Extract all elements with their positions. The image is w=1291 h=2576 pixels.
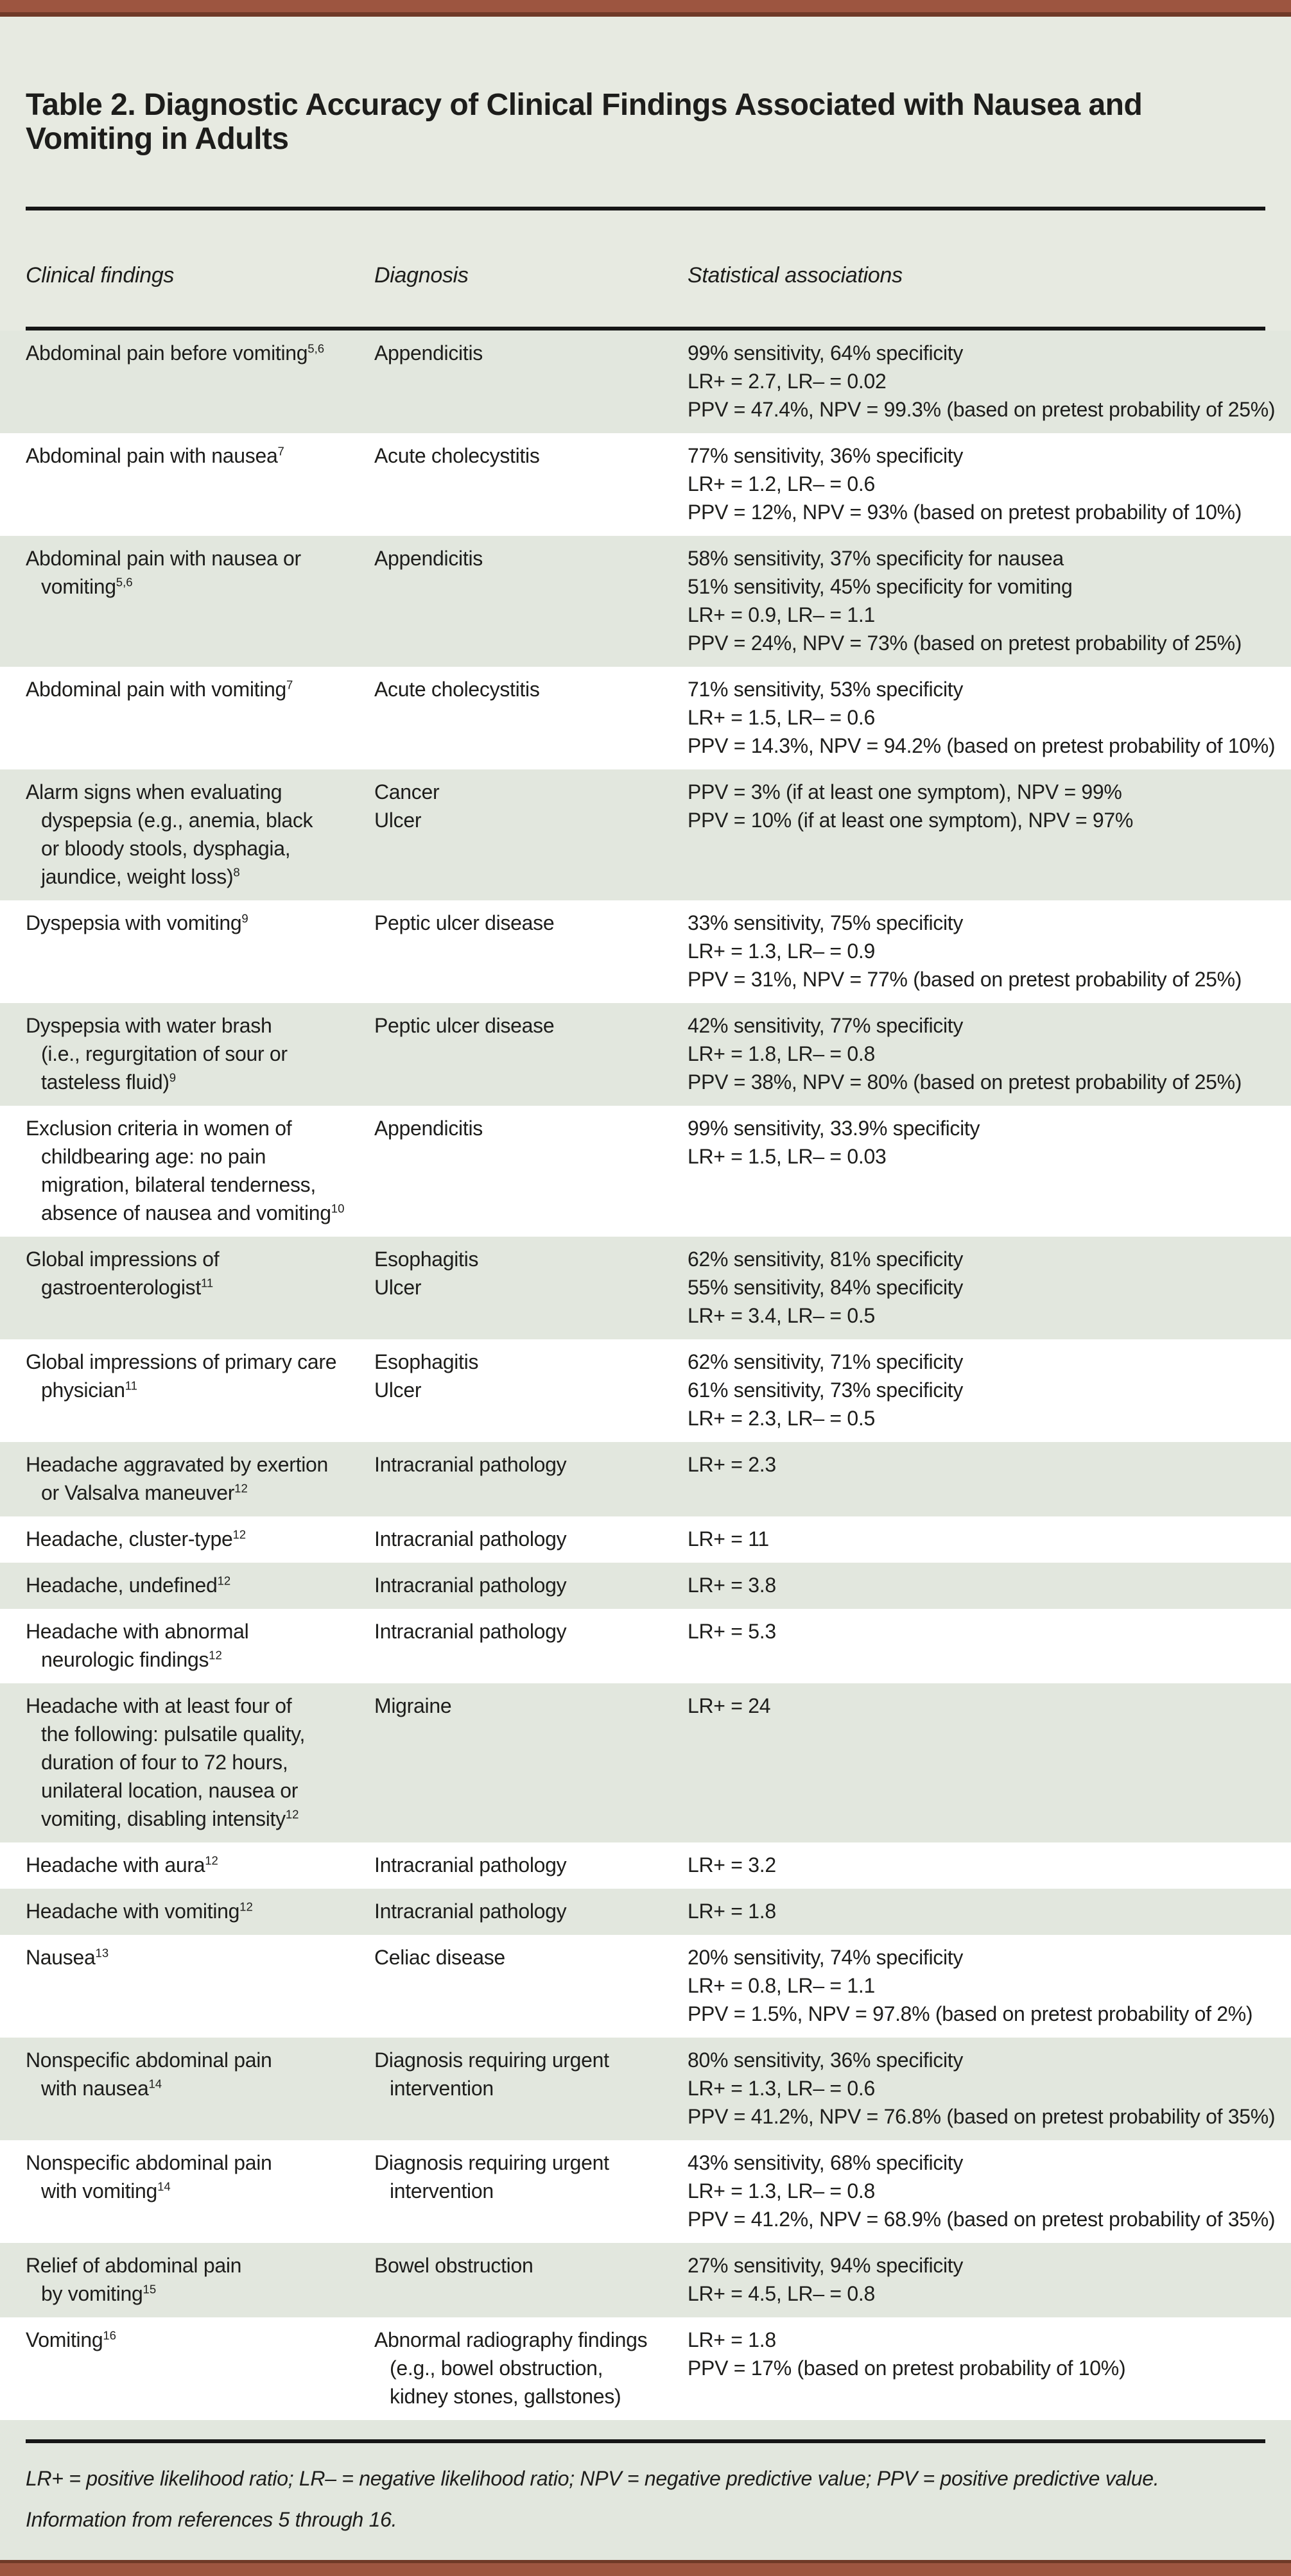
column-header-row [26, 210, 1265, 327]
statistic-line: LR+ = 1.5, LR– = 0.03 [688, 1144, 887, 1168]
clinical-finding-line: Nausea$^{13}$ [26, 1945, 109, 1969]
table-row [0, 1106, 1291, 1237]
reference-superscript: 5,6 [116, 574, 133, 588]
statistic-line: PPV = 41.2%, NPV = 68.9% (based on pretest probability of 35%) [688, 2207, 1276, 2231]
clinical-finding-line: Abdominal pain with nausea or [26, 546, 301, 570]
diagnosis-cell [374, 2326, 688, 2410]
clinical-finding-line: Global impressions of [26, 1247, 220, 1271]
statistic-line: 51% sensitivity, 45% specificity for vomiting [688, 574, 1073, 598]
clinical-finding-cell [26, 1114, 374, 1227]
statistic-line: 43% sensitivity, 68% specificity [688, 2151, 964, 2174]
diagnosis-line: intervention [390, 2076, 494, 2100]
diagnosis-line: Celiac disease [374, 1945, 505, 1969]
clinical-finding-line: Abdominal pain before vomiting$^{5,6}$ [26, 341, 325, 365]
diagnosis-line: Diagnosis requiring urgent [374, 2048, 609, 2072]
clinical-finding-cell [26, 1571, 374, 1599]
reference-superscript: 16 [103, 2328, 116, 2342]
table-row [0, 900, 1291, 1003]
diagnosis-line: Esophagitis [374, 1350, 479, 1373]
statistic-line: PPV = 31%, NPV = 77% (based on pretest probability of 25%) [688, 967, 1242, 991]
statistical-associations-cell [688, 2326, 1265, 2410]
table-row [0, 1842, 1291, 1889]
statistical-associations-cell [688, 544, 1265, 657]
clinical-finding-cell [26, 1011, 374, 1096]
statistic-line: LR+ = 3.4, LR– = 0.5 [688, 1303, 875, 1327]
reference-superscript: 12 [285, 1807, 299, 1821]
diagnosis-line: Ulcer [374, 1275, 422, 1299]
clinical-finding-cell [26, 2251, 374, 2308]
statistic-line: LR+ = 1.8 [688, 2328, 776, 2351]
statistical-associations-cell [688, 778, 1265, 891]
statistical-associations-cell [688, 675, 1276, 760]
clinical-finding-cell [26, 1525, 374, 1553]
diagnosis-cell [374, 1525, 688, 1553]
clinical-finding-cell [26, 1943, 374, 2028]
reference-superscript: 13 [95, 1945, 109, 1959]
statistic-line: LR+ = 2.3, LR– = 0.5 [688, 1406, 875, 1430]
clinical-finding-line: migration, bilateral tenderness, [41, 1172, 316, 1196]
diagnosis-cell [374, 2149, 688, 2233]
clinical-finding-cell [26, 1851, 374, 1879]
statistic-line: PPV = 38%, NPV = 80% (based on pretest probability of 25%) [688, 1070, 1242, 1094]
diagnosis-cell [374, 1851, 688, 1879]
statistic-line: LR+ = 1.3, LR– = 0.6 [688, 2076, 875, 2100]
reference-superscript: 9 [169, 1070, 177, 1084]
clinical-finding-line: vomiting$^{5,6}$ [41, 574, 133, 598]
statistic-line: LR+ = 3.2 [688, 1853, 776, 1876]
diagnosis-line: Abnormal radiography findings [374, 2328, 648, 2351]
reference-superscript: 8 [233, 864, 240, 879]
statistic-line: 61% sensitivity, 73% specificity [688, 1378, 964, 1402]
diagnosis-line: Appendicitis [374, 546, 483, 570]
diagnosis-line: Esophagitis [374, 1247, 479, 1271]
diagnosis-line: Appendicitis [374, 341, 483, 365]
clinical-finding-line: Headache with abnormal [26, 1619, 249, 1643]
table-row [0, 1516, 1291, 1563]
clinical-finding-cell [26, 1450, 374, 1507]
diagnosis-line: (e.g., bowel obstruction, [390, 2356, 603, 2380]
statistical-associations-cell [688, 909, 1265, 993]
column-header-diagnosis: Diagnosis [374, 262, 469, 288]
statistical-associations-cell [688, 1450, 1265, 1507]
reference-superscript: 5,6 [308, 341, 325, 355]
statistic-line: PPV = 3% (if at least one symptom), NPV = 99% [688, 780, 1122, 803]
clinical-finding-cell [26, 1897, 374, 1925]
clinical-finding-line: Nonspecific abdominal pain [26, 2151, 272, 2174]
diagnosis-cell [374, 1011, 688, 1096]
table-row [0, 1237, 1291, 1339]
clinical-finding-cell [26, 339, 374, 424]
clinical-finding-cell [26, 1692, 374, 1833]
statistic-line: LR+ = 5.3 [688, 1619, 776, 1643]
diagnosis-cell [374, 675, 688, 760]
clinical-finding-cell [26, 1617, 374, 1674]
table-row [0, 433, 1291, 536]
clinical-finding-line: the following: pulsatile quality, [41, 1722, 306, 1746]
clinical-finding-line: by vomiting$^{15}$ [41, 2281, 157, 2305]
diagnosis-line: intervention [390, 2179, 494, 2202]
clinical-finding-line: Headache, cluster-type$^{12}$ [26, 1527, 247, 1550]
clinical-finding-line: unilateral location, nausea or [41, 1778, 299, 1802]
clinical-finding-line: duration of four to 72 hours, [41, 1750, 288, 1774]
table-row [0, 769, 1291, 900]
statistic-line: 62% sensitivity, 81% specificity [688, 1247, 964, 1271]
clinical-finding-line: Exclusion criteria in women of [26, 1116, 292, 1140]
reference-superscript: 11 [125, 1378, 137, 1392]
diagnosis-line: Ulcer [374, 1378, 422, 1402]
clinical-finding-cell [26, 442, 374, 526]
clinical-finding-cell [26, 544, 374, 657]
diagnosis-line: Acute cholecystitis [374, 443, 540, 467]
statistic-line: 80% sensitivity, 36% specificity [688, 2048, 964, 2072]
statistic-line: LR+ = 24 [688, 1694, 771, 1717]
clinical-finding-line: Abdominal pain with nausea$^7$ [26, 443, 284, 467]
clinical-finding-line: or bloody stools, dysphagia, [41, 836, 291, 860]
source-footnote: Information from references 5 through 16. [26, 2507, 397, 2531]
reference-superscript: 12 [234, 1481, 248, 1495]
statistical-associations-cell [688, 1525, 1265, 1553]
table-row [0, 1339, 1291, 1442]
clinical-finding-cell [26, 2149, 374, 2233]
table-row [0, 2243, 1291, 2317]
statistic-line: LR+ = 0.8, LR– = 1.1 [688, 1973, 875, 1997]
table-row [0, 1563, 1291, 1609]
diagnosis-cell [374, 544, 688, 657]
clinical-finding-line: with nausea$^{14}$ [41, 2076, 162, 2100]
clinical-finding-line: childbearing age: no pain [41, 1144, 266, 1168]
diagnosis-line: Intracranial pathology [374, 1452, 567, 1476]
diagnosis-line: Peptic ulcer disease [374, 911, 555, 934]
abbreviation-footnote: LR+ = positive likelihood ratio; LR– = negative likelihood ratio; NPV = negative predictive value; PPV = positive predictive value. [26, 2466, 1159, 2490]
statistic-line: LR+ = 0.9, LR– = 1.1 [688, 603, 875, 626]
clinical-finding-line: Vomiting$^{16}$ [26, 2328, 116, 2351]
table-title: Table 2. Diagnostic Accuracy of Clinical Findings Associated with Nausea and Vomiting in Adults [26, 88, 1143, 156]
statistical-associations-cell [688, 339, 1276, 424]
statistic-line: LR+ = 1.2, LR– = 0.6 [688, 472, 875, 495]
reference-superscript: 14 [148, 2076, 162, 2090]
diagnosis-line: Appendicitis [374, 1116, 483, 1140]
clinical-finding-cell [26, 675, 374, 760]
reference-superscript: 14 [157, 2179, 171, 2193]
diagnosis-line: kidney stones, gallstones) [390, 2384, 621, 2408]
clinical-finding-line: Headache with at least four of [26, 1694, 292, 1717]
table-row [0, 331, 1291, 433]
table-footer [0, 2420, 1291, 2560]
clinical-finding-line: Relief of abdominal pain [26, 2253, 242, 2277]
diagnosis-cell [374, 1450, 688, 1507]
table-row [0, 1609, 1291, 1683]
table-row [0, 1889, 1291, 1935]
clinical-finding-line: physician$^{11}$ [41, 1378, 137, 1402]
statistic-line: 77% sensitivity, 36% specificity [688, 443, 964, 467]
statistical-associations-cell [688, 1617, 1265, 1674]
reference-superscript: 12 [205, 1853, 218, 1867]
reference-superscript: 9 [241, 911, 248, 925]
statistic-line: 71% sensitivity, 53% specificity [688, 677, 964, 701]
table-row [0, 1003, 1291, 1106]
bottom-accent-bar [0, 2560, 1291, 2576]
clinical-finding-line: neurologic findings$^{12}$ [41, 1647, 222, 1671]
statistic-line: 33% sensitivity, 75% specificity [688, 911, 964, 934]
reference-superscript: 12 [232, 1527, 247, 1541]
table-row [0, 1935, 1291, 2038]
statistic-line: LR+ = 4.5, LR– = 0.8 [688, 2281, 875, 2305]
reference-superscript: 12 [239, 1899, 253, 1913]
clinical-finding-line: Dyspepsia with vomiting$^9$ [26, 911, 248, 934]
diagnosis-cell [374, 442, 688, 526]
clinical-finding-line: with vomiting$^{14}$ [41, 2179, 171, 2202]
column-header-clinical-findings: Clinical findings [26, 262, 175, 288]
clinical-finding-line: Dyspepsia with water brash [26, 1013, 272, 1037]
clinical-finding-line: jaundice, weight loss)$^8$ [41, 864, 240, 888]
table-row [0, 2140, 1291, 2243]
diagnosis-cell [374, 339, 688, 424]
clinical-finding-line: Alarm signs when evaluating [26, 780, 282, 803]
clinical-finding-cell [26, 2046, 374, 2131]
diagnosis-cell [374, 2046, 688, 2131]
statistic-line: PPV = 24%, NPV = 73% (based on pretest probability of 25%) [688, 631, 1242, 655]
statistical-associations-cell [688, 1897, 1265, 1925]
table-header-area [0, 17, 1291, 331]
statistical-associations-cell [688, 2149, 1276, 2233]
table-row [0, 1683, 1291, 1842]
statistic-line: 99% sensitivity, 64% specificity [688, 341, 964, 365]
reference-superscript: 12 [217, 1573, 231, 1587]
statistic-line: LR+ = 1.8 [688, 1899, 776, 1923]
statistic-line: 20% sensitivity, 74% specificity [688, 1945, 964, 1969]
statistic-line: PPV = 10% (if at least one symptom), NPV = 97% [688, 808, 1134, 832]
reference-superscript: 7 [286, 677, 293, 691]
statistic-line: 27% sensitivity, 94% specificity [688, 2253, 964, 2277]
statistic-line: PPV = 14.3%, NPV = 94.2% (based on pretest probability of 10%) [688, 734, 1276, 757]
footer-divider-rule [26, 2439, 1265, 2443]
statistic-line: LR+ = 2.7, LR– = 0.02 [688, 369, 887, 393]
table-row [0, 2038, 1291, 2140]
reference-superscript: 15 [143, 2281, 157, 2296]
clinical-finding-cell [26, 1245, 374, 1330]
statistical-associations-cell [688, 1571, 1265, 1599]
reference-superscript: 10 [331, 1201, 345, 1215]
statistical-associations-cell [688, 442, 1265, 526]
clinical-finding-line: absence of nausea and vomiting$^{10}$ [41, 1201, 345, 1224]
clinical-finding-line: Global impressions of primary care [26, 1350, 337, 1373]
clinical-finding-cell [26, 1348, 374, 1432]
diagnosis-line: Ulcer [374, 808, 422, 832]
statistic-line: PPV = 1.5%, NPV = 97.8% (based on pretest probability of 2%) [688, 2002, 1253, 2025]
column-header-statistical-associations: Statistical associations [688, 262, 903, 288]
reference-superscript: 11 [200, 1275, 214, 1289]
clinical-finding-line: Headache with vomiting$^{12}$ [26, 1899, 253, 1923]
clinical-finding-cell [26, 2326, 374, 2410]
diagnosis-cell [374, 1348, 688, 1432]
table-row [0, 536, 1291, 667]
table-body [0, 331, 1291, 2420]
statistic-line: LR+ = 1.3, LR– = 0.8 [688, 2179, 875, 2202]
diagnosis-cell [374, 778, 688, 891]
clinical-finding-line: Headache aggravated by exertion [26, 1452, 329, 1476]
statistic-line: 55% sensitivity, 84% specificity [688, 1275, 964, 1299]
statistical-associations-cell [688, 1851, 1265, 1879]
table-row [0, 2317, 1291, 2420]
diagnosis-cell [374, 1943, 688, 2028]
diagnosis-cell [374, 1571, 688, 1599]
statistical-associations-cell [688, 1114, 1265, 1227]
diagnosis-line: Peptic ulcer disease [374, 1013, 555, 1037]
clinical-finding-line: vomiting, disabling intensity$^{12}$ [41, 1807, 299, 1830]
diagnosis-line: Diagnosis requiring urgent [374, 2151, 609, 2174]
statistic-line: LR+ = 2.3 [688, 1452, 776, 1476]
statistic-line: LR+ = 3.8 [688, 1573, 776, 1597]
diagnosis-cell [374, 1245, 688, 1330]
diagnosis-cell [374, 909, 688, 993]
clinical-finding-cell [26, 778, 374, 891]
statistic-line: LR+ = 1.3, LR– = 0.9 [688, 939, 875, 963]
statistic-line: 58% sensitivity, 37% specificity for nausea [688, 546, 1064, 570]
table-row [0, 1442, 1291, 1516]
clinical-finding-line: dyspepsia (e.g., anemia, black [41, 808, 313, 832]
clinical-finding-line: tasteless fluid)$^9$ [41, 1070, 177, 1094]
diagnosis-line: Intracranial pathology [374, 1573, 567, 1597]
statistical-associations-cell [688, 1348, 1265, 1432]
top-accent-bar [0, 0, 1291, 17]
clinical-finding-line: Abdominal pain with vomiting$^7$ [26, 677, 293, 701]
clinical-finding-line: or Valsalva maneuver$^{12}$ [41, 1481, 248, 1504]
diagnosis-cell [374, 1692, 688, 1833]
statistic-line: 42% sensitivity, 77% specificity [688, 1013, 964, 1037]
clinical-finding-line: Headache with aura$^{12}$ [26, 1853, 218, 1876]
statistical-associations-cell [688, 1011, 1265, 1096]
reference-superscript: 7 [277, 443, 284, 458]
diagnosis-line: Cancer [374, 780, 440, 803]
statistical-associations-cell [688, 1245, 1265, 1330]
clinical-finding-line: Nonspecific abdominal pain [26, 2048, 272, 2072]
statistical-associations-cell [688, 1943, 1265, 2028]
diagnosis-cell [374, 1897, 688, 1925]
statistic-line: PPV = 12%, NPV = 93% (based on pretest probability of 10%) [688, 500, 1242, 524]
statistical-associations-cell [688, 2046, 1276, 2131]
diagnosis-line: Intracranial pathology [374, 1899, 567, 1923]
statistic-line: 62% sensitivity, 71% specificity [688, 1350, 964, 1373]
diagnosis-line: Intracranial pathology [374, 1853, 567, 1876]
diagnosis-cell [374, 1617, 688, 1674]
diagnosis-line: Intracranial pathology [374, 1619, 567, 1643]
diagnosis-line: Intracranial pathology [374, 1527, 567, 1550]
statistic-line: PPV = 41.2%, NPV = 76.8% (based on pretest probability of 35%) [688, 2104, 1276, 2128]
diagnosis-line: Bowel obstruction [374, 2253, 533, 2277]
statistical-associations-cell [688, 2251, 1265, 2308]
diagnosis-line: Acute cholecystitis [374, 677, 540, 701]
statistic-line: LR+ = 1.5, LR– = 0.6 [688, 705, 875, 729]
statistic-line: PPV = 47.4%, NPV = 99.3% (based on pretest probability of 25%) [688, 397, 1276, 421]
diagnosis-cell [374, 1114, 688, 1227]
clinical-finding-line: (i.e., regurgitation of sour or [41, 1042, 288, 1065]
statistic-line: LR+ = 1.8, LR– = 0.8 [688, 1042, 875, 1065]
statistic-line: LR+ = 11 [688, 1527, 769, 1550]
statistical-associations-cell [688, 1692, 1265, 1833]
diagnosis-line: Migraine [374, 1694, 452, 1717]
statistic-line: 99% sensitivity, 33.9% specificity [688, 1116, 980, 1140]
diagnosis-cell [374, 2251, 688, 2308]
statistic-line: PPV = 17% (based on pretest probability of 10%) [688, 2356, 1126, 2380]
table-row [0, 667, 1291, 769]
clinical-finding-line: Headache, undefined$^{12}$ [26, 1573, 231, 1597]
clinical-finding-line: gastroenterologist$^{11}$ [41, 1275, 214, 1299]
reference-superscript: 12 [209, 1647, 222, 1662]
clinical-finding-cell [26, 909, 374, 993]
